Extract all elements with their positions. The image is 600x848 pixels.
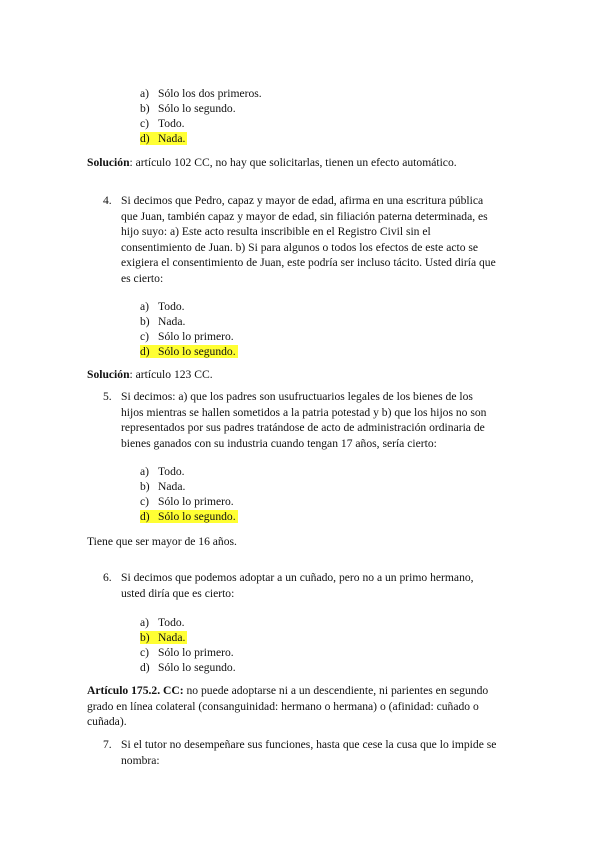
- question-6-options: [140, 615, 236, 675]
- option-d: d) Sólo lo segundo.: [140, 510, 236, 523]
- question-number: 4.: [103, 194, 112, 207]
- option-b: b) Nada.: [140, 631, 186, 644]
- question-7: 7. Si el tutor no desempeñare sus funciones, hasta que cese la cusa que lo impide se nombra:: [103, 738, 497, 767]
- option-b: b) Nada.: [140, 315, 186, 328]
- option-d: d) Sólo lo segundo.: [140, 661, 236, 674]
- block1-options: [140, 86, 262, 146]
- option-a: a) Todo.: [140, 465, 185, 478]
- option-b: b) Nada.: [140, 480, 186, 493]
- solution-102: Solución: artículo 102 CC, no hay que solicitarlas, tienen un efecto automático.: [87, 156, 457, 169]
- option-c: c) Sólo lo primero.: [140, 495, 234, 508]
- question-4-options: [140, 299, 238, 359]
- solution-123: Solución: artículo 123 CC.: [87, 368, 213, 381]
- question-number: 5.: [103, 390, 112, 403]
- option-c: c) Todo.: [140, 117, 185, 130]
- option-d: d) Sólo lo segundo.: [140, 345, 236, 358]
- question-6: 6. Si decimos que podemos adoptar a un cuñado, pero no a un primo hermano, usted diría que es cierto:: [103, 571, 474, 600]
- option-c: c) Sólo lo primero.: [140, 646, 234, 659]
- option-d: d) Nada.: [140, 132, 186, 145]
- article-175: Artículo 175.2. CC: no puede adoptarse ni a un descendiente, ni parientes en segundo grado en línea colateral (consanguinidad: hermano o hermana) o (afinidad: cuñado o cuñada).: [87, 684, 489, 728]
- option-a: a) Sólo los dos primeros.: [140, 87, 262, 100]
- note-16: Tiene que ser mayor de 16 años.: [87, 535, 237, 548]
- question-5: 5. Si decimos: a) que los padres son usufructuarios legales de los bienes de los hijos mientras se hallen sometidos a la patria potestad y b) que los hijos no son representados por sus padres tratándose de acto de administración ordinaria de bienes ganados con su industria cuando tengan 17 años, sería cierto:: [103, 390, 487, 450]
- option-a: a) Todo.: [140, 300, 185, 313]
- option-b: b) Sólo lo segundo.: [140, 102, 236, 115]
- question-number: 7.: [103, 738, 112, 751]
- option-c: c) Sólo lo primero.: [140, 330, 234, 343]
- question-5-options: [140, 464, 238, 524]
- question-number: 6.: [103, 571, 112, 584]
- option-a: a) Todo.: [140, 616, 185, 629]
- question-4: 4. Si decimos que Pedro, capaz y mayor de edad, afirma en una escritura pública que Juan, también capaz y mayor de edad, sin filiación paterna determinada, es hijo suyo: a) Este acto resulta inscribible en el Registro Civil sin el consentimiento de Juan. b) Si para algunos o todos los efectos de este acto se exigiera el consentimiento de Juan, este podría ser incluso tácito. Usted diría que es cierto:: [103, 194, 496, 285]
